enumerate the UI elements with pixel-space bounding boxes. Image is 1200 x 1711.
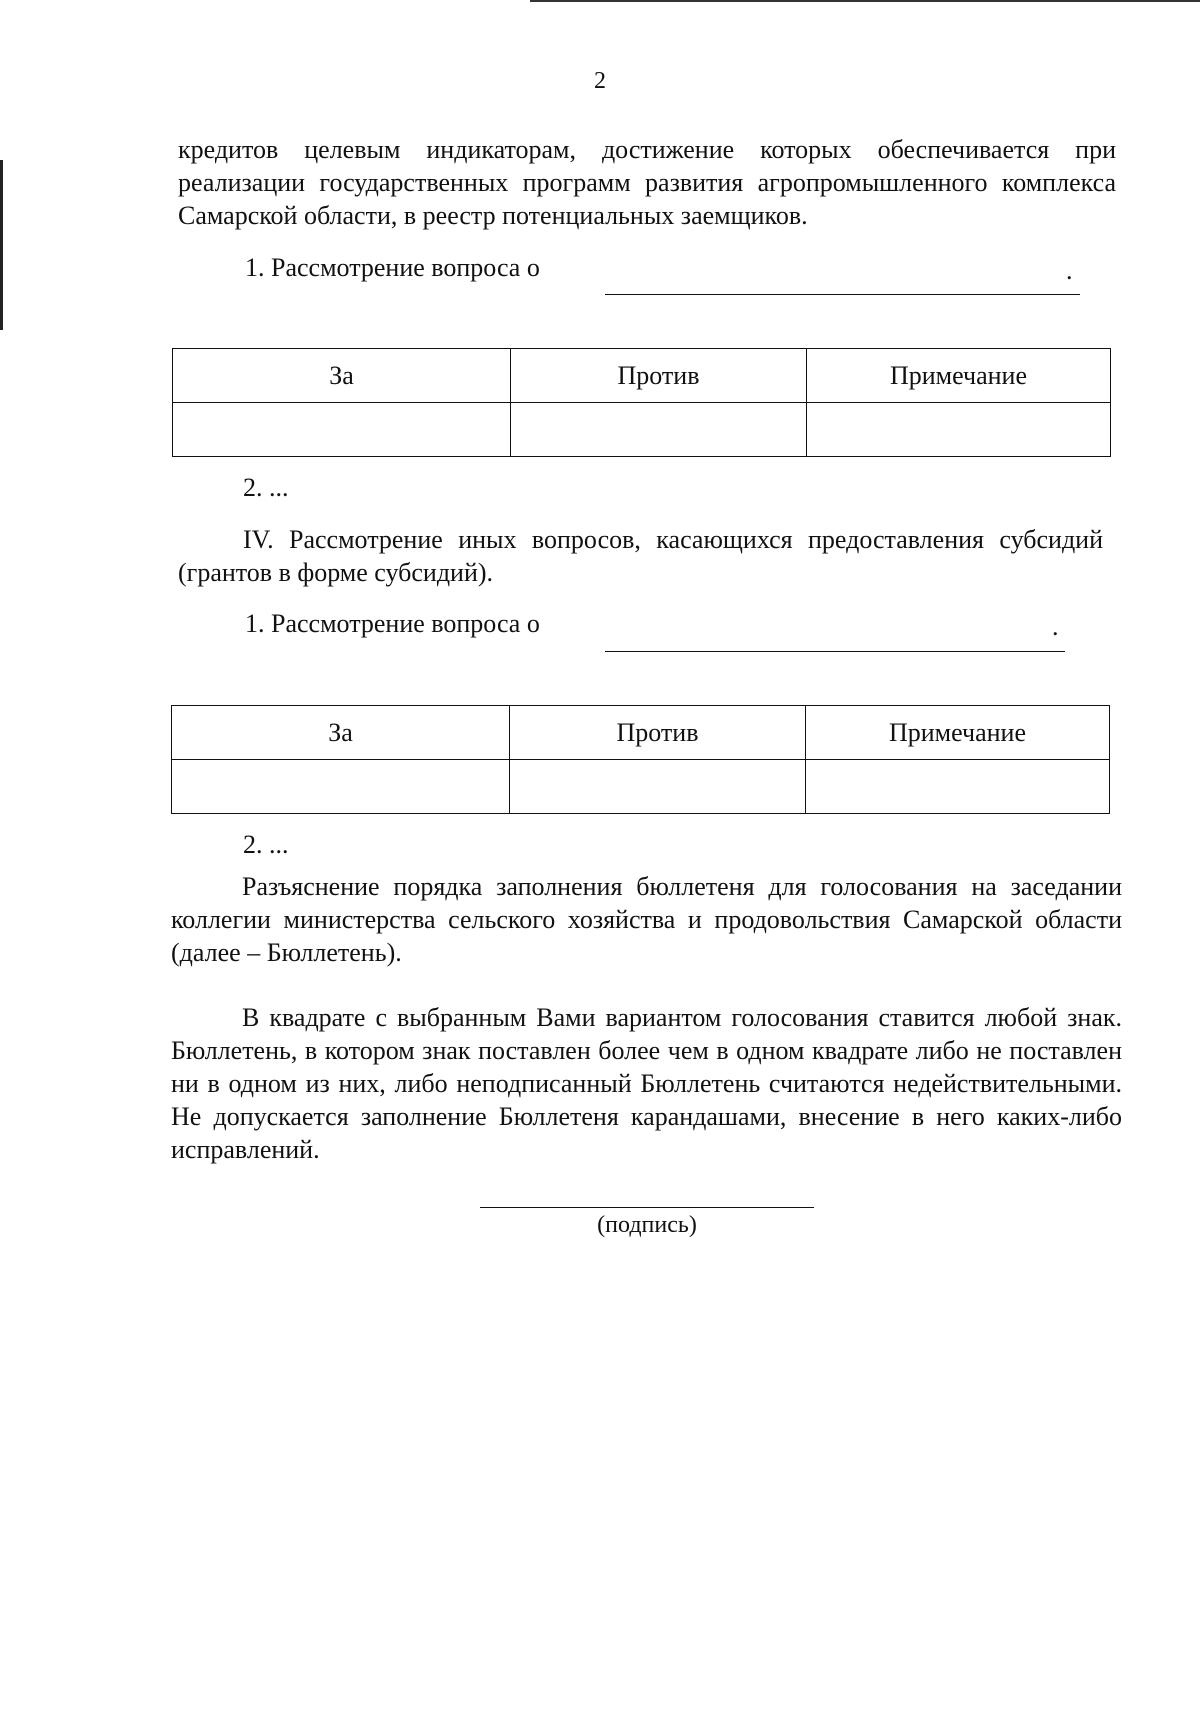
scan-edge-top [530,0,1200,2]
signature-line[interactable] [480,1207,814,1208]
section1-item2-label: 2. ... [243,473,289,502]
intro-paragraph: кредитов целевым индикаторам, достижение которых обеспечивается при реализации государственных программ развития агропромышленного комплекса Самарской области, в реестр потенциальных заемщиков. [178,135,1116,230]
explanation-title: Разъяснение порядка заполнения бюллетеня для голосования на заседании коллегии министерства сельского хозяйства и продовольствия Самарской области (далее – Бюллетень). [171,872,1122,967]
vote-cell-against[interactable] [510,760,806,814]
signature-label: (подпись) [597,1212,697,1238]
section4-item1-blank[interactable] [605,651,1065,652]
section4-vote-table [171,705,1110,814]
section1-item1-label: 1. Рассмотрение вопроса о [245,253,540,282]
vote-cell-for[interactable] [173,403,511,457]
section1-item1-blank[interactable] [605,294,1080,295]
vote-header-against: Против [511,349,807,403]
section4-heading: IV. Рассмотрение иных вопросов, касающихся предоставления субсидий (грантов в форме субсидий). [178,525,1103,587]
vote-header-note: Примечание [807,349,1111,403]
section4-item2-label: 2. ... [243,830,289,859]
vote-header-for: За [172,706,510,760]
scan-edge-left [0,160,3,330]
vote-cell-note[interactable] [807,403,1111,457]
vote-cell-note[interactable] [806,760,1110,814]
section1-item1-end: . [1066,256,1073,285]
explanation-body: В квадрате с выбранным Вами вариантом голосования ставится любой знак. Бюллетень, в котором знак поставлен более чем в одном квадрате либо не поставлен ни в одном из них, либо неподписанный Бюллетень считаются недействительными. Не допускается заполнение Бюллетеня карандашами, внесение в него каких-либо исправлений. [171,1003,1122,1164]
section4-item1-label: 1. Рассмотрение вопроса о [245,609,540,638]
section4-item1-end: . [1052,612,1059,641]
vote-cell-against[interactable] [511,403,807,457]
vote-header-note: Примечание [806,706,1110,760]
section1-vote-table [172,348,1111,457]
vote-header-against: Против [510,706,806,760]
page-number: 2 [594,68,606,94]
vote-cell-for[interactable] [172,760,510,814]
vote-header-for: За [173,349,511,403]
